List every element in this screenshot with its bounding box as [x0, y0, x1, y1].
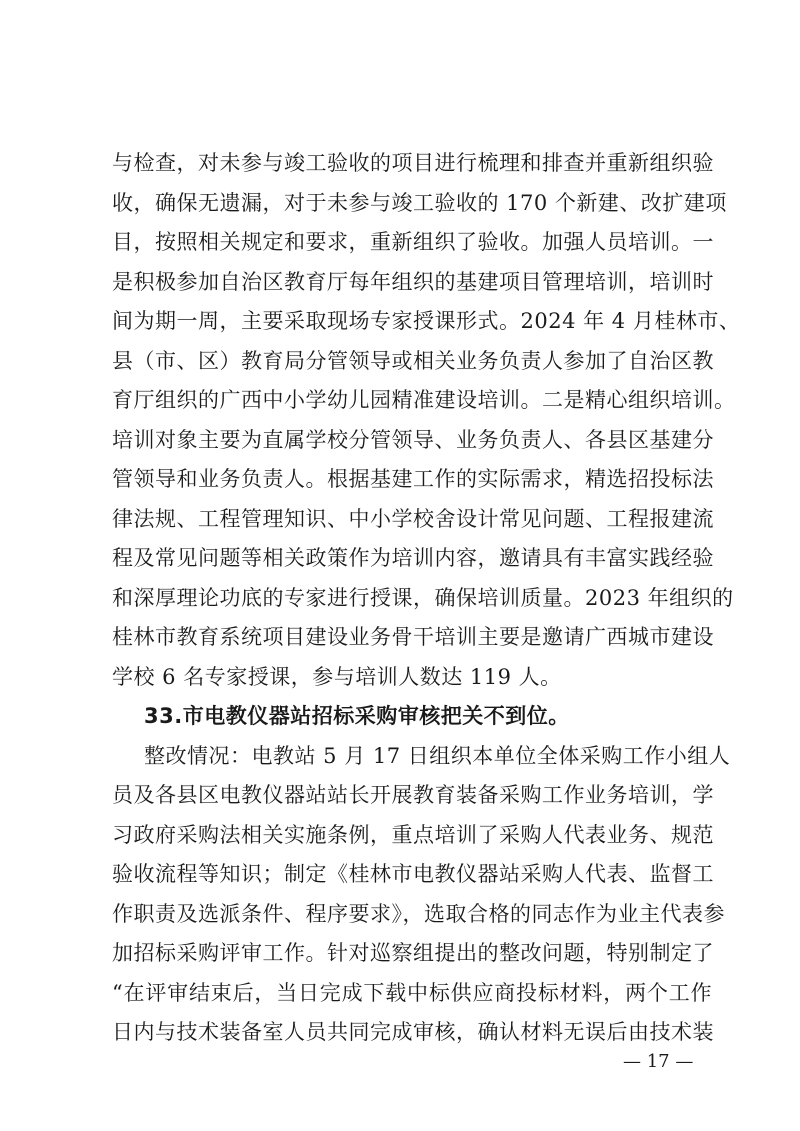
- text-line: 验收流程等知识；制定《桂林市电教仪器站采购人代表、监督工: [112, 862, 714, 886]
- text-line: 是积极参加自治区教育厅每年组织的基建项目管理培训，培训时: [112, 270, 714, 294]
- text-line: 育厅组织的广西中小学幼儿园精准建设培训。二是精心组织培训。: [112, 388, 736, 412]
- text-line: 习政府采购法相关实施条例，重点培训了采购人代表业务、规范: [112, 823, 714, 847]
- text-line: 学校 6 名专家授课，参与培训人数达 119 人。: [112, 665, 562, 689]
- text-line: 律法规、工程管理知识、中小学校舍设计常见问题、工程报建流: [112, 507, 714, 531]
- page-number: — 17 —: [623, 1051, 694, 1072]
- text-line: 与检查，对未参与竣工验收的项目进行梳理和排查并重新组织验: [112, 151, 714, 175]
- text-line: 培训对象主要为直属学校分管领导、业务负责人、各县区基建分: [112, 428, 714, 452]
- text-line: 日内与技术装备室人员共同完成审核，确认材料无误后由技术装: [112, 1020, 714, 1044]
- text-line: 程及常见问题等相关政策作为培训内容，邀请具有丰富实践经验: [112, 546, 714, 570]
- text-line: 加招标采购评审工作。针对巡察组提出的整改问题，特别制定了: [112, 941, 714, 965]
- text-line: 员及各县区电教仪器站站长开展教育装备采购工作业务培训，学: [112, 783, 714, 807]
- text-line: 作职责及选派条件、程序要求》，选取合格的同志作为业主代表参: [112, 902, 725, 926]
- text-line: 整改情况：电教站 5 月 17 日组织本单位全体采购工作小组人: [144, 744, 731, 768]
- text-line: 桂林市教育系统项目建设业务骨干培训主要是邀请广西城市建设: [112, 625, 714, 649]
- text-line: 间为期一周，主要采取现场专家授课形式。2024 年 4 月桂林市、: [112, 309, 741, 333]
- text-line: 目，按照相关规定和要求，重新组织了验收。加强人员培训。一: [112, 230, 714, 254]
- section-heading: 33.市电教仪器站招标采购审核把关不到位。: [144, 704, 570, 728]
- text-line: “在评审结束后，当日完成下载中标供应商投标材料，两个工作: [112, 981, 712, 1005]
- text-line: 县（市、区）教育局分管领导或相关业务负责人参加了自治区教: [112, 349, 714, 373]
- text-line: 和深厚理论功底的专家进行授课，确保培训质量。2023 年组织的: [112, 586, 734, 610]
- text-line: 管领导和业务负责人。根据基建工作的实际需求，精选招投标法: [112, 467, 714, 491]
- text-line: 收，确保无遗漏，对于未参与竣工验收的 170 个新建、改扩建项: [112, 191, 727, 215]
